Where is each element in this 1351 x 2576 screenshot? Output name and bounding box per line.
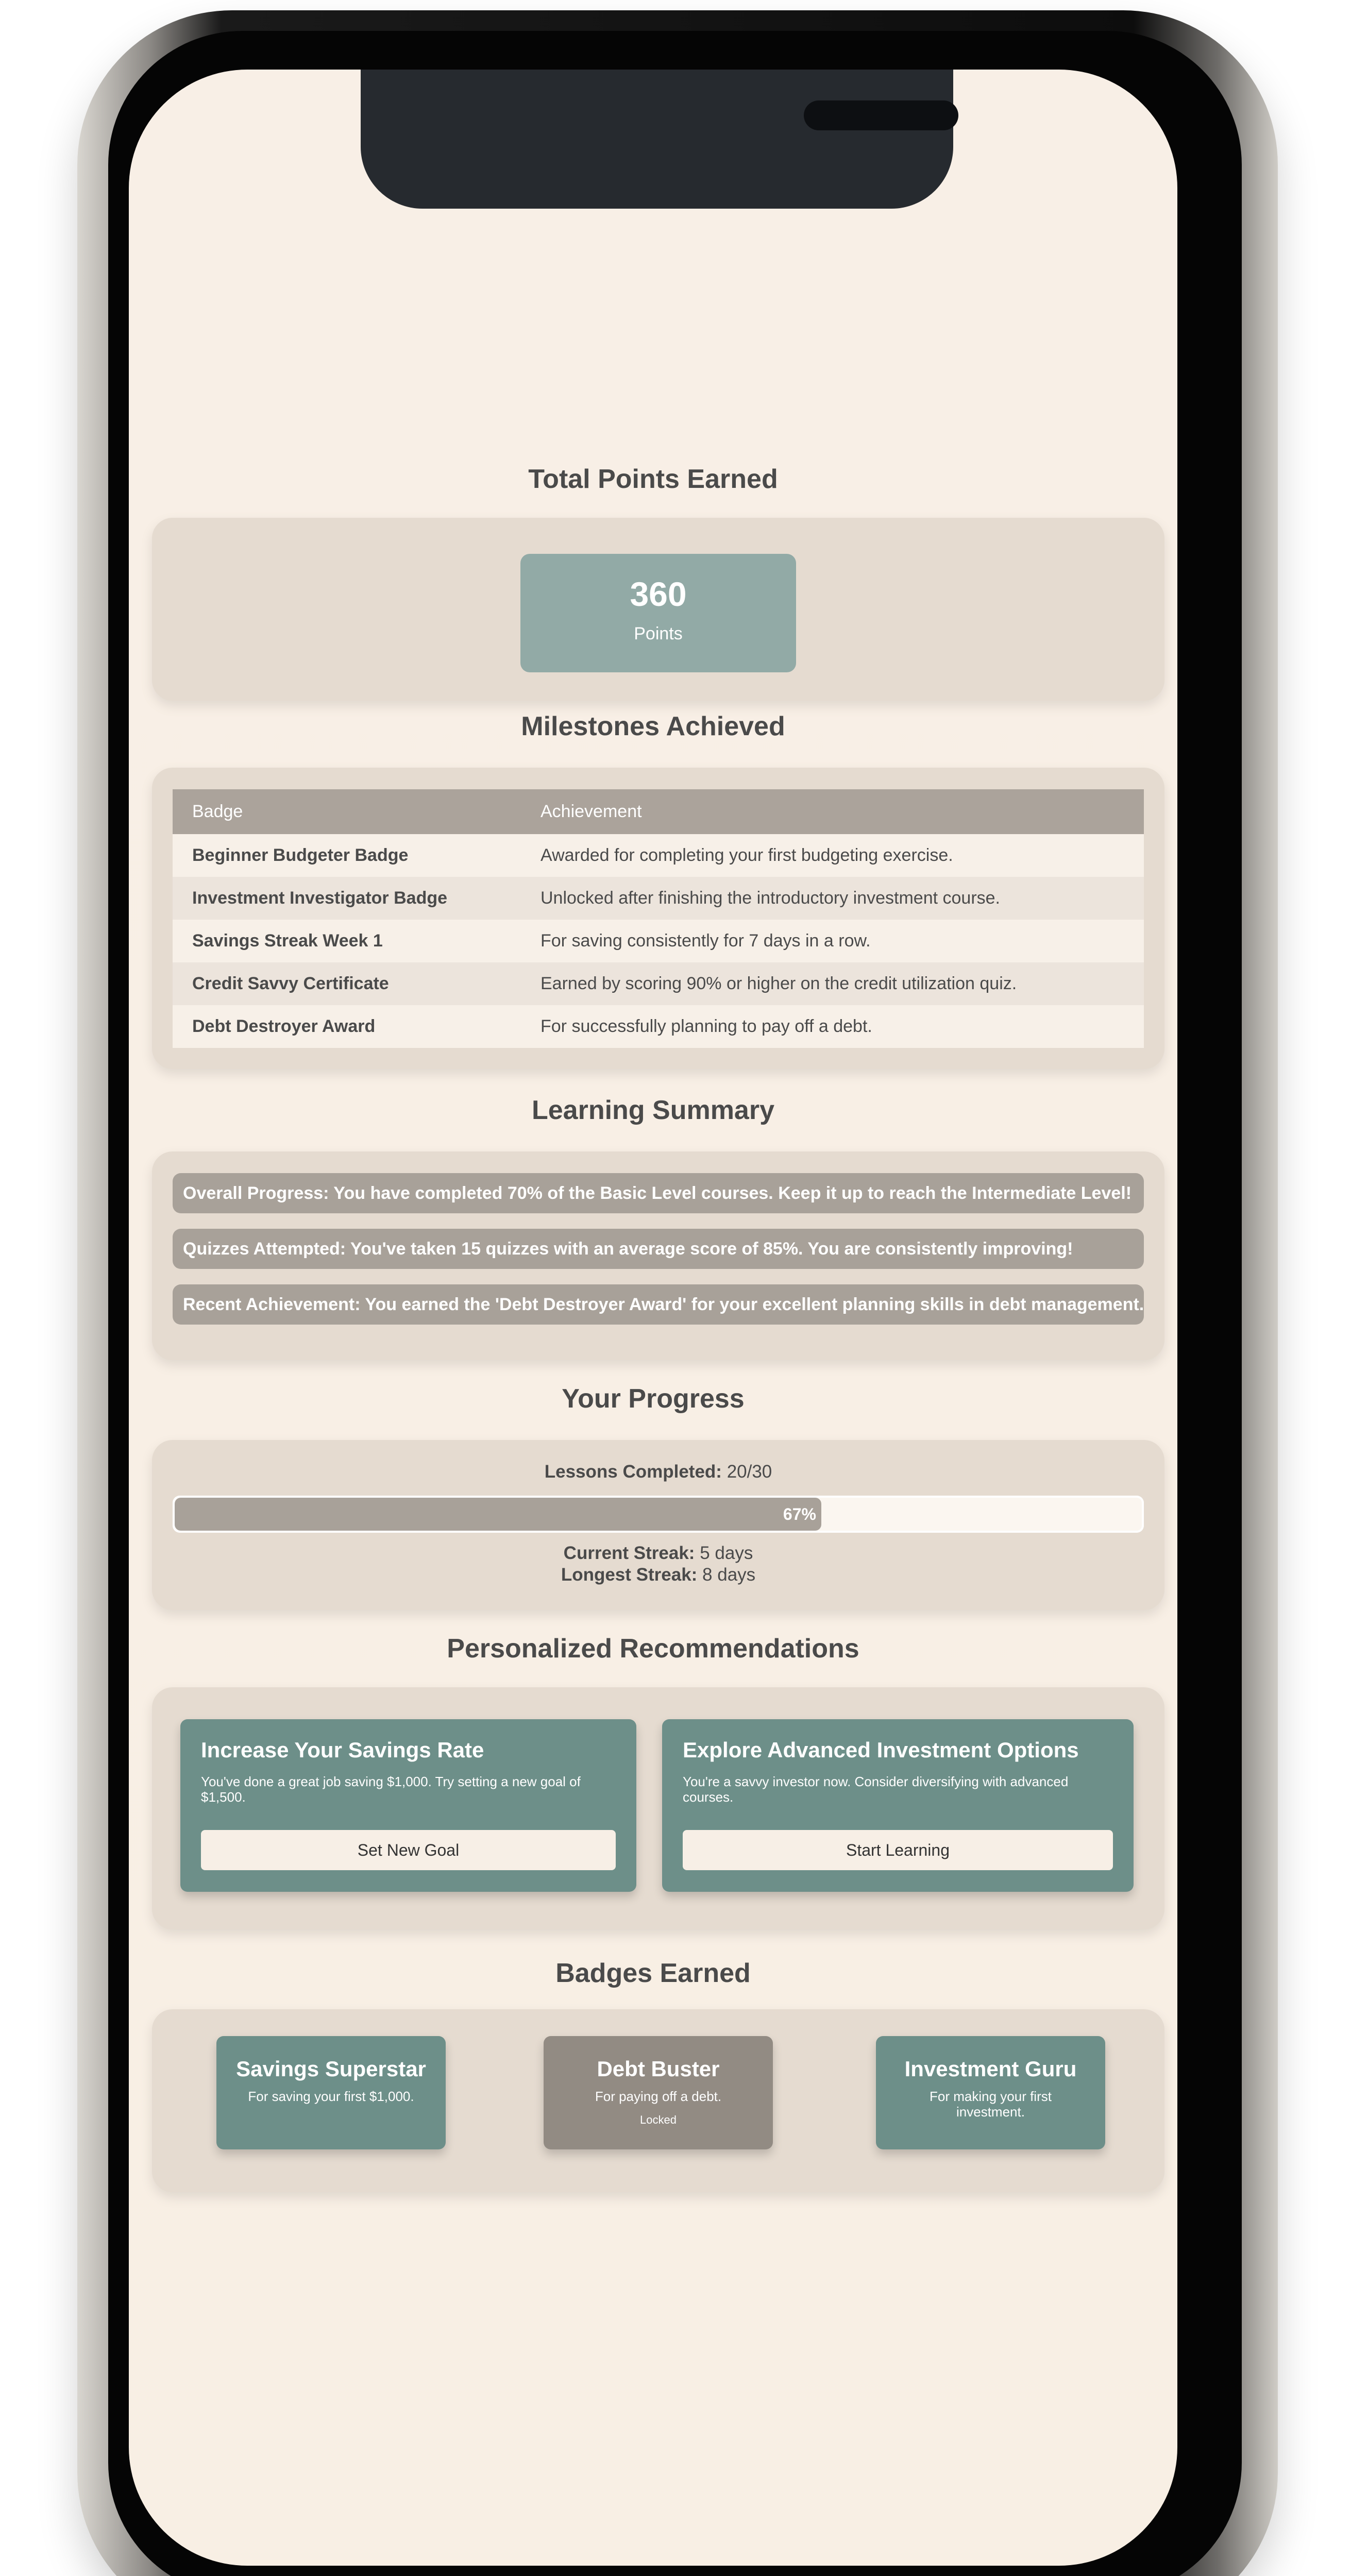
milestones-section-title: Milestones Achieved [521,711,785,741]
longest-streak-label: Longest Streak: [561,1565,698,1585]
achievement-cell: For saving consistently for 7 days in a row. [541,931,871,951]
progress-section-title: Your Progress [562,1384,745,1414]
recommendation-card-savings [180,1719,636,1892]
longest-streak-value: 8 days [702,1565,756,1585]
recommendation-title: Explore Advanced Investment Options [683,1738,1079,1762]
badge-name: Debt Buster [597,2057,720,2081]
badge-cell: Credit Savvy Certificate [173,962,521,1005]
progress-bar-fill: 67% [175,1498,821,1531]
badge-cell: Beginner Budgeter Badge [192,845,409,865]
badge-locked-status: Locked [640,2113,677,2126]
start-learning-button[interactable]: Start Learning [683,1830,1113,1870]
badge-savings-superstar [216,2036,446,2149]
summary-section-title: Learning Summary [531,1095,775,1125]
badge-cell: Debt Destroyer Award [192,1016,376,1036]
points-section-title: Total Points Earned [528,464,778,494]
achievement-cell: Earned by scoring 90% or higher on the credit utilization quiz. [521,962,1144,1005]
points-value: 360 [630,575,687,613]
current-streak-value: 5 days [700,1543,753,1563]
table-row [173,962,1144,1005]
badge-desc: For paying off a debt. [595,2089,722,2104]
badge-investment-guru [876,2036,1105,2149]
badge-cell: Savings Streak Week 1 [192,931,383,951]
summary-item-progress: Overall Progress: You have completed 70% of the Basic Level courses. Keep it up to reach the Intermediate Level! [173,1173,1144,1213]
column-header-badge: Badge [173,789,521,834]
longest-streak [152,1565,1164,1585]
summary-item-quizzes: Quizzes Attempted: You've taken 15 quizzes with an average score of 85%. You are consistently improving! [173,1229,1144,1269]
recommendation-desc: You're a savvy investor now. Consider diversifying with advanced courses. [683,1774,1069,1805]
recommendations-card [152,1687,1164,1929]
table-header-row [173,789,1144,834]
summary-item-achievement: Recent Achievement: You earned the 'Debt Destroyer Award' for your excellent planning skills in debt management. [173,1284,1144,1325]
recommendation-title: Increase Your Savings Rate [201,1738,484,1762]
badge-cell: Investment Investigator Badge [173,877,521,920]
lessons-completed [152,1462,1164,1482]
speaker-grille [804,100,958,130]
table-row [173,1005,1144,1048]
milestones-card [152,768,1164,1069]
badge-name: Investment Guru [904,2057,1077,2081]
badge-debt-buster [544,2036,773,2149]
badge-desc: For making your first investment. [930,2089,1052,2120]
progress-bar [173,1496,1144,1533]
current-streak [152,1543,1164,1564]
achievement-cell: Unlocked after finishing the introductory investment course. [521,877,1144,920]
app-screen [129,70,1177,2566]
points-badge [520,554,796,672]
lessons-label: Lessons Completed: [544,1462,722,1482]
recommendations-section-title: Personalized Recommendations [447,1634,859,1664]
lessons-value: 20/30 [727,1462,772,1482]
achievement-cell: For successfully planning to pay off a debt. [541,1016,872,1036]
points-card [152,518,1164,701]
summary-card [152,1151,1164,1360]
badges-section-title: Badges Earned [555,1958,751,1988]
badges-card [152,2009,1164,2192]
current-streak-label: Current Streak: [563,1543,695,1563]
milestones-table [173,789,1144,1048]
badge-desc: For saving your first $1,000. [248,2089,414,2104]
column-header-achievement: Achievement [521,789,1144,834]
achievement-cell: Awarded for completing your first budgeting exercise. [541,845,953,865]
table-row [173,920,1144,962]
table-row [173,834,1144,877]
points-unit: Points [634,624,683,643]
recommendation-card-investment [662,1719,1134,1892]
badge-name: Savings Superstar [236,2057,426,2081]
phone-notch [361,70,953,209]
recommendation-desc: You've done a great job saving $1,000. Try setting a new goal of $1,500. [201,1774,581,1805]
table-row [173,877,1144,920]
set-new-goal-button[interactable]: Set New Goal [201,1830,616,1870]
progress-card [152,1440,1164,1610]
